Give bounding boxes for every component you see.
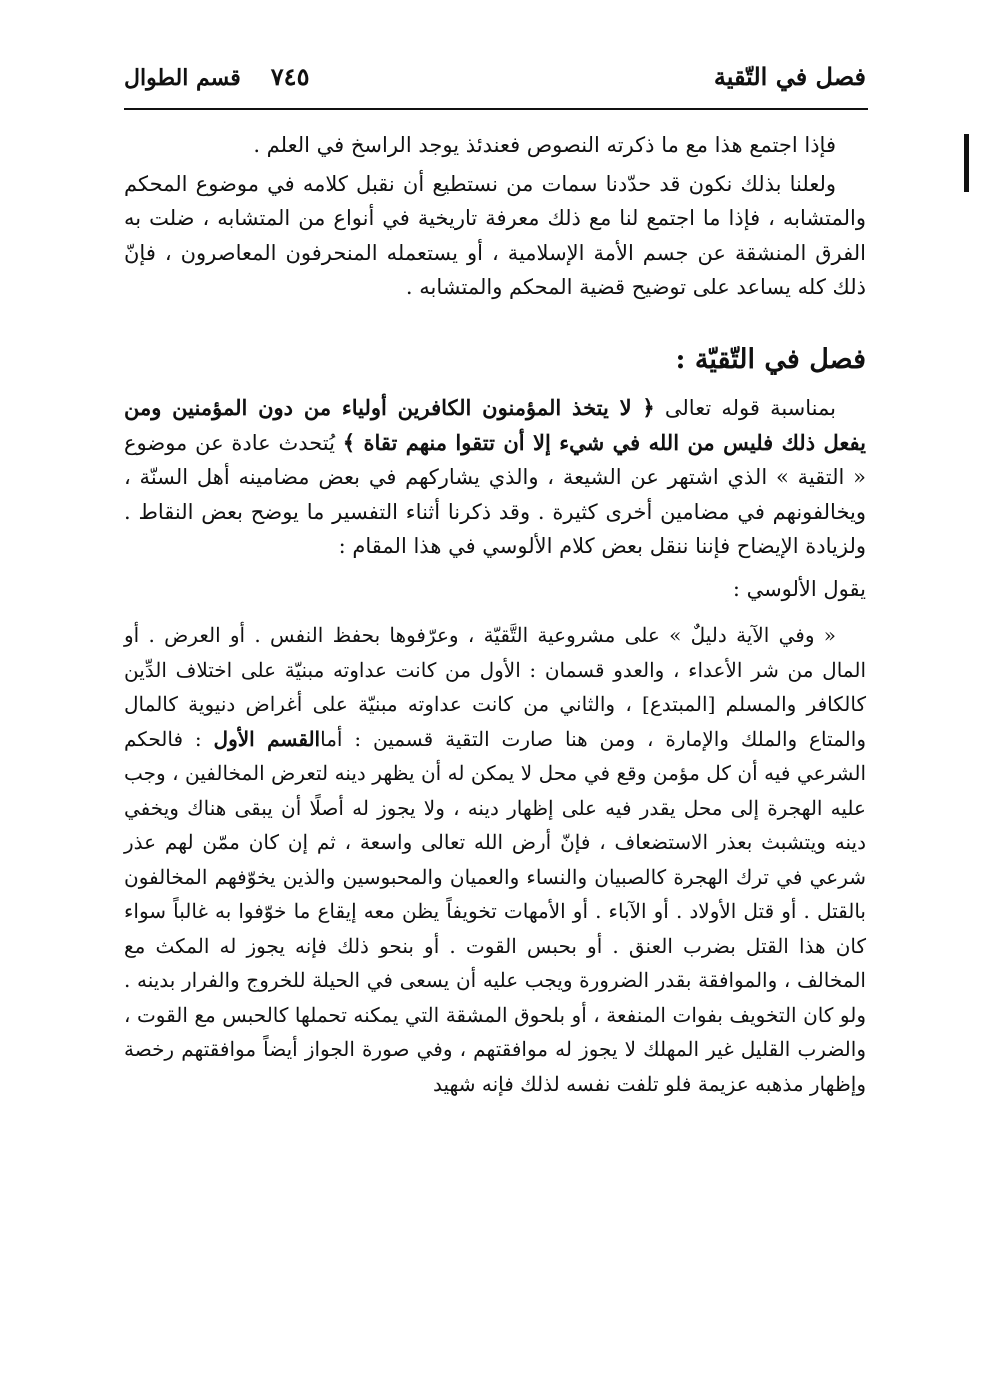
header-divider [124,108,868,110]
header-left-group [124,62,309,91]
section-heading: فصل في التّقيّة : [675,343,866,375]
paragraph-2: ولعلنا بذلك نكون قد حدّدنا سمات من نستطيع أن نقبل كلامه في موضوع المحكم والمتشابه ، فإذا ما اجتمع لنا مع ذلك معرفة تاريخية في أنواع من المتشابه ، ضلت به الفرق المنشقة عن جسم الأمة الإسلامية ، أو يستعمله المنحرفون المعاصرون ، فإنّ ذلك كله يساعد على توضيح قضية المحكم والمتشابه . [124,171,866,299]
page-number: ٧٤٥ [270,62,310,91]
section-name: قسم الطوال [124,65,241,91]
quotation-alusi [124,618,866,1101]
first-section-label: القسم الأول [213,726,321,751]
page-header [124,62,866,102]
paragraph-3-rest: يُتحدث عادة عن موضوع « التقية » الذي اشتهر عن الشيعة ، والذي يشاركهم في بعض مضامينه أهل السنّة ، ويخالفونهم في مضامين أخرى كثيرة . وقد ذكرنا أثناء التفسير ما يوضح بعض النقاط . ولزيادة الإيضاح فإننا ننقل بعض كلام الألوسي في هذا المقام : [124,430,866,558]
paragraph-1: فإذا اجتمع هذا مع ما ذكرته النصوص فعندئذ يوجد الراسخ في العلم . [253,133,836,157]
chapter-title: فصل في التّقية [713,62,866,91]
quran-verse: ﴿ لا يتخذ المؤمنون الكافرين أولياء من دون المؤمنين ومن يفعل ذلك فليس من الله في شيء إلا أن تتقوا منهم تقاة ﴾ [124,395,866,455]
paragraph-4: يقول الألوسي : [732,576,866,601]
page-body [124,128,866,1101]
verse-intro: بمناسبة قوله تعالى [664,396,836,420]
paragraph-3 [124,391,866,564]
margin-marker [964,134,969,192]
quote-before: « وفي الآية دليلٌ » على مشروعية التَّقيّة ، وعرّفوها بحفظ النفس . أو العرض . أو المال من شر الأعداء ، والعدو قسمان : الأول من كانت عداوته مبنيّة على اختلاف الدِّين كالكافر والمسلم [المبتدع] ، والثاني من كانت عداوته مبنيّة على أغراض دنيوية كالمال والمتاع والملك والإمارة ، ومن هنا صارت التقية قسمين : أما [124,623,866,751]
quote-after: : فالحكم الشرعي فيه أن كل مؤمن وقع في محل لا يمكن له أن يظهر دينه لتعرض المخالفين ، وجب عليه الهجرة إلى محل يقدر فيه على إظهار دينه ، ولا يجوز له أصلًا أن يبقى هناك ويخفي دينه ويتشبث بعذر الاستضعاف ، فإنّ أرض الله تعالى واسعة ، ثم إن كان ممّن لهم عذر شرعي في ترك الهجرة كالصبيان والنساء والعميان والمحبوسين والذين يخوّفهم المخالفون بالقتل . أو قتل الأولاد . أو الآباء . أو الأمهات تخويفاً يظن معه إيقاع ما خوّفوا به غالباً سواء كان هذا القتل بضرب العنق . أو بحبس القوت . أو بنحو ذلك فإنه يجوز له المكث مع المخالف ، والموافقة بقدر الضرورة ويجب عليه أن يسعى في الحيلة للخروج والفرار بدينه . ولو كان التخويف بفوات المنفعة ، أو بلحوق المشقة التي يمكنه تحملها كالحبس مع القوت ، والضرب القليل غير المهلك لا يجوز له موافقتهم ، وفي صورة الجواز أيضاً موافقتهم رخصة وإظهار مذهبه عزيمة فلو تلفت نفسه لذلك فإنه شهيد [124,726,867,1096]
